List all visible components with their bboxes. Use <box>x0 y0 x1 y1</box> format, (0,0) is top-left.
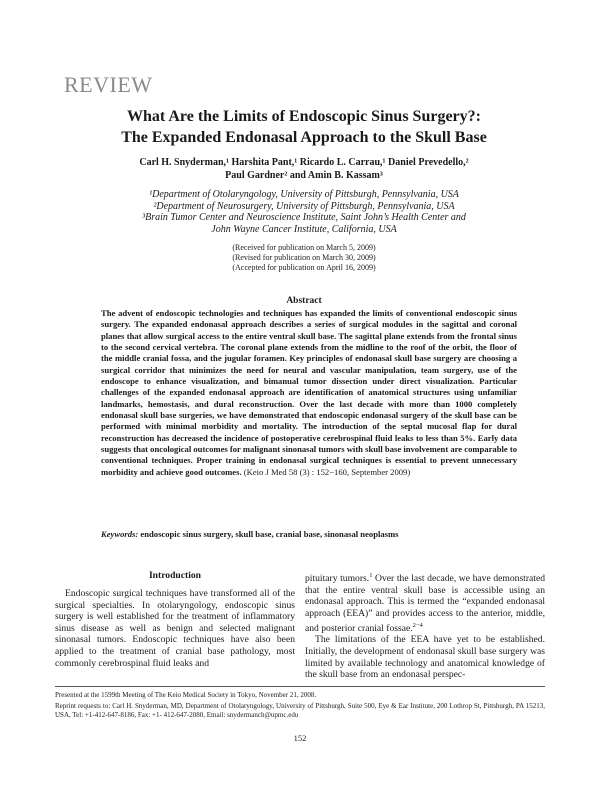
keywords-label: Keywords: <box>101 529 139 539</box>
author-line-1: Carl H. Snyderman,¹ Harshita Pant,¹ Ricardo L. Carrau,¹ Daniel Prevedello,² <box>139 157 469 168</box>
abstract-text: The advent of endoscopic technologies and techniques has expanded the limits of conventional endoscopic sinus surgery. The expanded endonasal approach describes a series of surgical modules in the sagittal and coronal planes that allow surgical access to the entire ventral skull base. The sagittal plane extends from the frontal sinus to the second cervical vertebra. The coronal plane extends from the midline to the roof of the orbit, the floor of the middle cranial fossa, and the jugular foramen. Key principles of endonasal skull base surgery are choosing a surgical corridor that minimizes the need for neural and vascular manipulation, team surgery, use of the endoscope to enhance visualization, and bimanual tumor dissection under direct visualization. Particular challenges of the expanded endonasal approach are identification of anatomical structures using unfamiliar landmarks, hemostasis, and dural reconstruction. Over the last decade with more than 1000 completely endonasal skull base surgeries, we have demonstrated that endoscopic endonasal surgery of the skull base can be performed with minimal morbidity and mortality. The introduction of the septal mucosal flap for dural reconstruction has decreased the incidence of postoperative cerebrospinal fluid leaks to less than 5%. Early data suggests that oncological outcomes for malignant sinonasal tumors with skull base involvement are comparable to conventional techniques. Proper training in endonasal surgical techniques is essential to prevent unnecessary morbidity and achieve good outcomes. <box>101 308 518 477</box>
author-list <box>64 156 544 182</box>
article-title-line-2: The Expanded Endonasal Approach to the Skull Base <box>121 129 487 146</box>
footnote-reprint: Reprint requests to: Carl H. Snyderman, MD, Department of Otolaryngology, University of Pittsburgh, Suite 500, Eye & Ear Institute, 200 Lothrop St, Pittsburgh, PA 15213, USA, Tel: +1-412-647-8186, Fax: +1- 412-647-2080, Email: snydermanch@upmc.edu <box>55 701 545 720</box>
keywords-text: endoscopic sinus surgery, skull base, cranial base, sinonasal neoplasms <box>140 529 399 539</box>
date-received: (Received for publication on March 5, 2009) <box>232 243 376 252</box>
abstract-heading: Abstract <box>286 296 322 306</box>
publication-dates <box>64 243 544 273</box>
affiliations <box>64 189 544 235</box>
intro-paragraph-1: Endoscopic surgical techniques have transformed all of the surgical specialties. In otolaryngology, endoscopic sinus surgery is well established for the treatment of inflammatory sinus disease as well as benign and selected malignant sinonasal tumors. Endoscopic techniques have also been applied to the treatment of cranial base pathology, most commonly cerebrospinal fluid leaks and <box>55 588 295 669</box>
journal-citation: (Keio J Med 58 (3) : 152−160, September 2009) <box>243 466 411 477</box>
footnotes <box>55 691 545 722</box>
reference-1: 1 <box>369 572 373 579</box>
para-text-b: Over the last decade, we have demonstrated that the entire ventral skull base is accessible using an endonasal approach. This is termed the “expanded endonasal approach (EEA)” and provides access to the anterior, middle, and posterior cranial fossae. <box>305 573 546 634</box>
keywords <box>101 529 517 540</box>
author-line-2: Paul Gardner² and Amin B. Kassam³ <box>225 170 383 181</box>
page-number: 152 <box>293 733 307 743</box>
affiliation-1: ¹Department of Otolaryngology, University of Pittsburgh, Pennsylvania, USA <box>149 189 459 200</box>
date-revised: (Revised for publication on March 30, 2009) <box>232 253 376 262</box>
intro-paragraph-1-cont <box>305 570 545 634</box>
affiliation-3: ³Brain Tumor Center and Neuroscience Institute, Saint John’s Health Center and <box>142 212 466 223</box>
section-label: REVIEW <box>64 72 153 97</box>
affiliation-3-cont: John Wayne Cancer Institute, California, USA <box>211 223 397 235</box>
abstract-body <box>101 308 517 478</box>
article-title-line-1: What Are the Limits of Endoscopic Sinus Surgery?: <box>127 108 481 125</box>
date-accepted: (Accepted for publication on April 16, 2009) <box>232 263 376 272</box>
introduction-heading: Introduction <box>148 570 202 581</box>
left-column <box>55 588 295 669</box>
right-column <box>305 570 545 681</box>
affiliation-2: ²Department of Neurosurgery, University of Pittsburgh, Pennsylvania, USA <box>153 200 455 212</box>
footnote-presented: Presented at the 1599th Meeting of The Keio Medical Society in Tokyo, November 21, 2008. <box>55 691 317 699</box>
footnote-divider <box>55 686 545 687</box>
intro-paragraph-2: The limitations of the EEA have yet to be established. Initially, the development of endonasal skull base surgery was limited by available technology and anatomical knowledge of the skull base from an endonasal perspec- <box>305 634 545 681</box>
para-text-a: pituitary tumors. <box>305 573 370 585</box>
reference-2-4: 2−4 <box>412 621 423 629</box>
